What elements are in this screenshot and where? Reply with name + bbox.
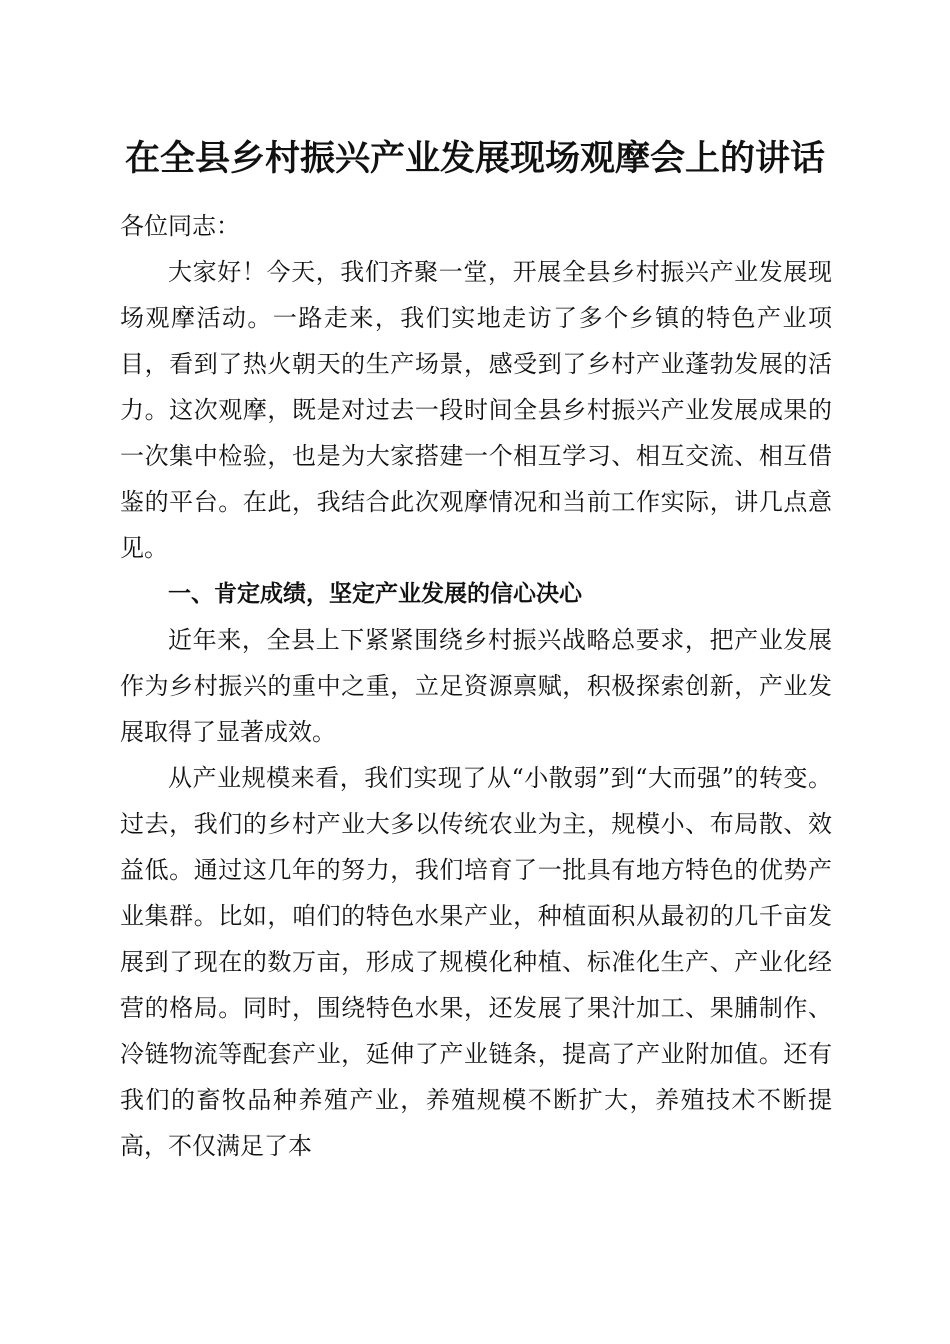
- salutation: 各位同志：: [120, 212, 240, 240]
- section1-paragraph-2: 从产业规模来看，我们实现了从“小散弱”到“大而强”的转变。过去，我们的乡村产业大多以传统农业为主，规模小、布局散、效益低。通过这几年的努力，我们培育了一批具有地方特色的优势产业集群。比如，咱们的特色水果产业，种植面积从最初的几千亩发展到了现在的数万亩，形成了规模化种植、标准化生产、产业化经营的格局。同时，围绕特色水果，还发展了果汁加工、果脯制作、冷链物流等配套产业，延伸了产业链条，提高了产业附加值。还有我们的畜牧品种养殖产业，养殖规模不断扩大，养殖技术不断提高，不仅满足了本: [120, 764, 832, 1160]
- document-title: 在全县乡村振兴产业发展现场观摩会上的讲话: [124, 138, 825, 179]
- intro-paragraph: 大家好！今天，我们齐聚一堂，开展全县乡村振兴产业发展现场观摩活动。一路走来，我们实地走访了多个乡镇的特色产业项目，看到了热火朝天的生产场景，感受到了乡村产业蓬勃发展的活力。这次观摩，既是对过去一段时间全县乡村振兴产业发展成果的一次集中检验，也是为大家搭建一个相互学习、相互交流、相互借鉴的平台。在此，我结合此次观摩情况和当前工作实际，讲几点意见。: [120, 258, 832, 562]
- document-body: [120, 198, 832, 1169]
- section1-paragraph-1: 近年来，全县上下紧紧围绕乡村振兴战略总要求，把产业发展作为乡村振兴的重中之重，立足资源禀赋，积极探索创新，产业发展取得了显著成效。: [120, 626, 832, 746]
- section-heading-1: 一、肯定成绩，坚定产业发展的信心决心: [168, 581, 582, 607]
